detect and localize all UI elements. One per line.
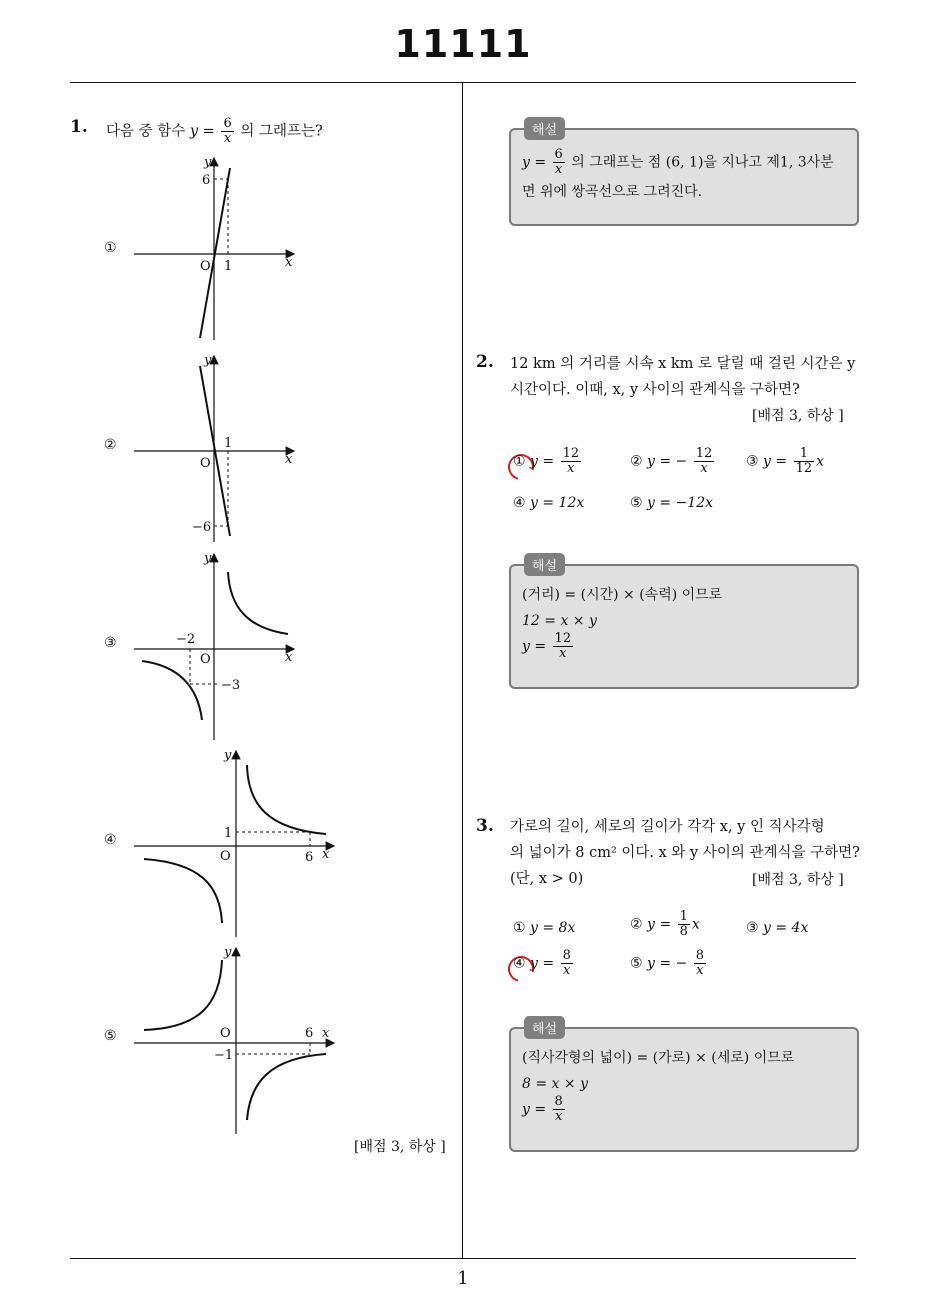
option-fraction: [561, 447, 582, 476]
option-text: y = 4x: [763, 920, 809, 936]
q2-option-5[interactable]: [630, 495, 713, 511]
q3-stem-line2: 의 넓이가 8 cm² 이다. x 와 y 사이의 관계식을 구하면?: [510, 845, 860, 861]
option-lhs: y = −: [647, 955, 688, 972]
q3-option-4[interactable]: [513, 949, 575, 978]
q3-number: 3.: [476, 816, 494, 836]
origin-label: O: [220, 849, 231, 864]
q1-stem-post: 의 그래프는?: [240, 123, 323, 140]
origin-label: O: [200, 652, 211, 667]
q2-sol-num: 12: [554, 631, 572, 646]
q1-option-2-graph[interactable]: [130, 350, 300, 545]
option-den: x: [696, 963, 704, 978]
option-den: x: [700, 461, 708, 476]
column-divider: [462, 83, 463, 1259]
option-fraction: [694, 949, 706, 978]
q2-sol-lhs: y =: [522, 638, 547, 655]
q1-sol-line1-post: 의 그래프는 점 (6, 1)을 지나고 제1, 3사분: [571, 154, 834, 171]
option-lhs: y =: [647, 916, 672, 933]
q2-number: 2.: [476, 352, 494, 372]
q1-sol-num: 6: [554, 147, 563, 162]
option-lhs: y = −: [647, 453, 688, 470]
option-den: x: [567, 461, 575, 476]
q1-sol-fraction: [553, 148, 565, 177]
option-marker: ①: [513, 453, 526, 470]
option-num: 12: [695, 446, 713, 461]
q1-solution-tag: 해설: [524, 117, 565, 140]
option-text: y = −12x: [647, 495, 713, 511]
q1-option-2-marker[interactable]: ②: [104, 437, 117, 453]
option-marker: ①: [513, 920, 526, 936]
option-fraction: [561, 949, 573, 978]
q1-option-4-graph[interactable]: [130, 745, 345, 940]
header-rule: [70, 82, 856, 83]
option-marker: ②: [630, 453, 643, 470]
q2-option-4[interactable]: [513, 495, 584, 511]
q3-solution-line3: [522, 1095, 567, 1124]
q2-stem-line2: 시간이다. 이때, x, y 사이의 관계식을 구하면?: [510, 382, 800, 398]
q2-score: [배점 3, 하상 ]: [752, 408, 844, 424]
x-axis-label: x: [285, 452, 293, 467]
origin-label: O: [200, 259, 211, 274]
q3-stem-line1: 가로의 길이, 세로의 길이가 각각 x, y 인 직사각형: [510, 819, 825, 835]
q3-solution-line2: 8 = x × y: [522, 1076, 588, 1092]
hyperbola-branch: [144, 859, 222, 923]
option-num: 12: [562, 446, 580, 461]
y-axis-label: y: [204, 155, 212, 170]
option-marker: ③: [746, 453, 759, 470]
y-axis-label: y: [204, 353, 212, 368]
option-num: 1: [679, 909, 688, 924]
tick-label: −3: [221, 678, 241, 693]
q3-option-5[interactable]: [630, 949, 708, 978]
tick-label: 1: [224, 826, 233, 841]
q1-number: 1.: [70, 117, 88, 137]
q3-stem-line3: (단, x > 0): [510, 871, 584, 887]
q2-option-2[interactable]: [630, 447, 716, 476]
page-title: 11111: [394, 22, 532, 66]
q1-option-3-graph[interactable]: [130, 548, 300, 743]
q3-option-2[interactable]: [630, 910, 700, 939]
y-axis-label: y: [204, 551, 212, 566]
option-lhs: y =: [530, 955, 555, 972]
q3-solution-tag: 해설: [524, 1016, 565, 1039]
q1-stem: [106, 117, 323, 146]
option-fraction: [794, 447, 815, 476]
page-number: 1: [457, 1268, 469, 1289]
option-marker: ⑤: [630, 495, 643, 511]
q2-sol-fraction: [553, 632, 574, 661]
q3-sol-den: x: [555, 1109, 563, 1124]
option-fraction: [678, 910, 690, 939]
x-axis-label: x: [285, 650, 293, 665]
q3-option-1[interactable]: [513, 920, 575, 936]
q2-stem-line1: 12 km 의 거리를 시속 x km 로 달릴 때 걸린 시간은 y: [510, 356, 856, 372]
hyperbola-branch: [228, 572, 288, 634]
q1-solution-box: [509, 128, 859, 226]
option-fraction: [694, 447, 715, 476]
q2-solution-line2: 12 = x × y: [522, 613, 597, 629]
option-marker: ③: [746, 920, 759, 936]
hyperbola-branch: [247, 765, 326, 834]
y-axis-label: y: [224, 748, 232, 763]
hyperbola-branch: [144, 960, 222, 1030]
q1-stem-fraction: [221, 117, 233, 146]
hyperbola-branch: [247, 1054, 326, 1120]
tick-label: −2: [176, 632, 196, 647]
origin-label: O: [200, 456, 211, 471]
option-lhs: y =: [530, 453, 555, 470]
option-den: 12: [795, 461, 813, 476]
q1-option-1-marker[interactable]: ①: [104, 240, 117, 256]
q1-option-4-marker[interactable]: ④: [104, 832, 117, 848]
option-num: 1: [794, 447, 815, 462]
option-den: x: [563, 963, 571, 978]
q2-option-3[interactable]: [746, 447, 824, 476]
q1-option-5-graph[interactable]: [130, 942, 345, 1137]
q3-solution-line1: (직사각형의 넓이) = (가로) × (세로) 이므로: [522, 1050, 795, 1066]
footer-rule: [70, 1258, 856, 1259]
option-num: 8: [695, 948, 705, 963]
graph-line: [200, 168, 233, 338]
option-marker: ⑤: [630, 955, 643, 972]
option-num: 8: [562, 948, 571, 963]
x-axis-label: x: [322, 847, 330, 862]
q3-option-3[interactable]: [746, 920, 808, 936]
tick-label: 6: [305, 1026, 314, 1041]
q1-stem-pre: 다음 중 함수: [106, 123, 186, 140]
q1-score: [배점 3, 하상 ]: [354, 1139, 446, 1155]
q3-score: [배점 3, 하상 ]: [752, 872, 844, 888]
q1-stem-num: 6: [223, 116, 232, 131]
q1-option-1-graph[interactable]: [130, 150, 300, 345]
q2-solution-line1: (거리) = (시간) × (속력) 이므로: [522, 587, 723, 603]
tick-label: −1: [214, 1048, 234, 1063]
q2-solution-tag: 해설: [524, 553, 565, 576]
option-text: y = 12x: [530, 495, 585, 511]
option-tail: x: [691, 916, 700, 933]
q2-option-1[interactable]: [513, 447, 583, 476]
option-tail: x: [816, 453, 825, 470]
hyperbola-branch: [142, 661, 202, 720]
q1-solution-line1: [522, 148, 834, 177]
tick-label: 1: [224, 259, 233, 274]
tick-label: −6: [192, 520, 212, 535]
q2-solution-line3: [522, 632, 575, 661]
x-axis-label: x: [322, 1026, 330, 1041]
q1-sol-den: x: [555, 162, 563, 177]
option-marker: ④: [513, 955, 526, 972]
option-marker: ④: [513, 495, 526, 511]
x-axis-label: x: [285, 255, 293, 270]
q3-sol-fraction: [553, 1095, 565, 1124]
y-axis-label: y: [224, 945, 232, 960]
option-text: y = 8x: [530, 920, 576, 936]
q2-sol-den: x: [559, 646, 567, 661]
tick-label: 1: [224, 436, 233, 451]
q1-stem-lhs: y =: [189, 123, 215, 140]
q3-sol-num: 8: [554, 1094, 563, 1109]
q1-option-3-marker[interactable]: ③: [104, 635, 117, 651]
q3-sol-lhs: y =: [522, 1101, 547, 1118]
option-lhs: y =: [763, 453, 788, 470]
origin-label: O: [220, 1026, 231, 1041]
q1-stem-den: x: [223, 131, 232, 146]
q1-solution-line2: 면 위에 쌍곡선으로 그려진다.: [522, 184, 703, 200]
tick-label: 6: [305, 850, 314, 865]
q1-option-5-marker[interactable]: ⑤: [104, 1028, 117, 1044]
q1-sol-lhs: y =: [522, 154, 547, 171]
option-den: 8: [679, 924, 688, 939]
option-marker: ②: [630, 916, 643, 933]
tick-label: 6: [202, 173, 211, 188]
